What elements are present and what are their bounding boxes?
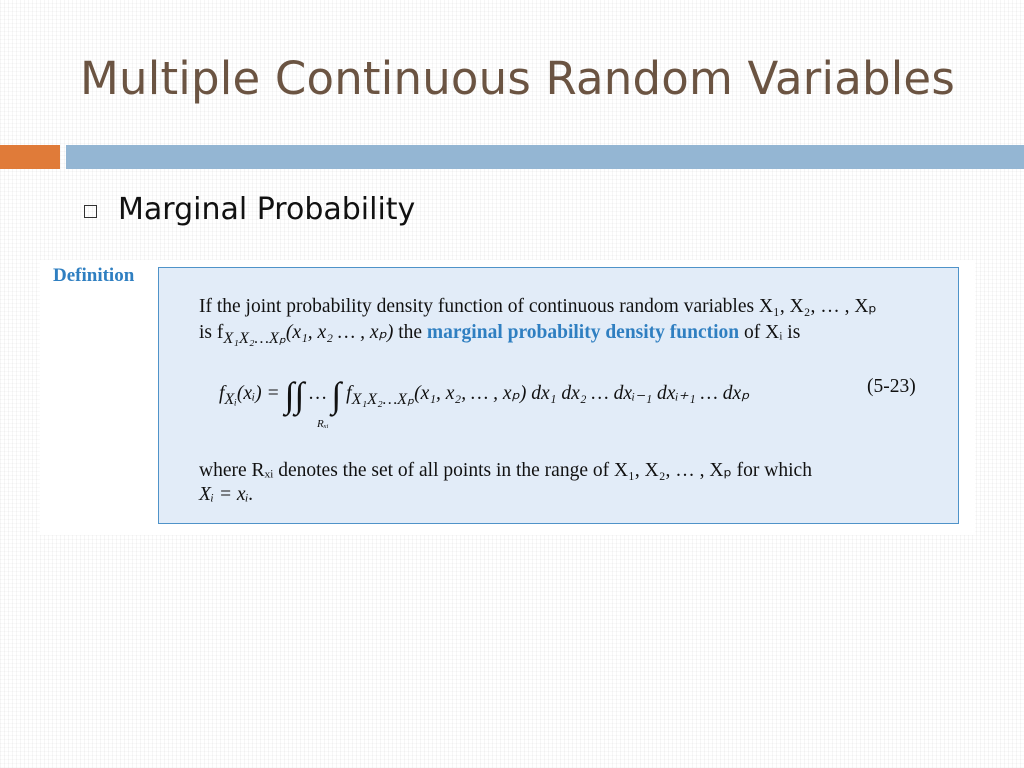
textbook-excerpt — [40, 260, 975, 535]
line2-args: (x₁, x₂ … , xₚ) — [285, 322, 394, 343]
integral-sign-2: ∫ — [294, 375, 305, 415]
accent-bar-blue — [66, 145, 1024, 169]
accent-bar-orange — [0, 145, 60, 169]
line2-prefix: is f — [199, 322, 224, 343]
eq-dots: … — [309, 383, 327, 404]
bullet-text: Marginal Probability — [118, 192, 416, 227]
eq-integrand: f — [346, 383, 352, 404]
integration-region: Rₓᵢ — [317, 418, 329, 430]
eq-lhs-sub: Xᵢ — [224, 389, 237, 408]
line2-suffix: of Xᵢ is — [744, 322, 801, 343]
slide-title: Multiple Continuous Random Variables — [80, 52, 955, 105]
definition-line-1: If the joint probability density function of continuous random variables X₁, X₂, … , Xₚ — [199, 296, 877, 317]
where-line-1: where Rₓᵢ denotes the set of all points in the range of X₁, X₂, … , Xₚ for which — [199, 460, 812, 481]
eq-lhs: f — [219, 383, 225, 404]
line2-the: the — [398, 322, 423, 343]
square-bullet-icon — [84, 205, 97, 218]
eq-integrand-sub: X₁X₂…Xₚ — [351, 389, 415, 408]
where-line-2: Xᵢ = xᵢ. — [199, 484, 254, 505]
marginal-pdf-equation — [219, 374, 749, 416]
definition-label: Definition — [53, 265, 135, 286]
definition-line-2 — [199, 320, 800, 348]
eq-lhs-arg: (xᵢ) = — [236, 383, 280, 404]
bullet-item — [84, 192, 415, 227]
line2-subscript: X₁X₂…Xₚ — [223, 328, 286, 347]
integral-sign-1: ∫ — [284, 375, 295, 415]
highlight-term: marginal probability density function — [426, 322, 740, 343]
definition-box — [158, 267, 959, 524]
integral-sign-3: ∫ — [331, 375, 342, 415]
eq-rhs: (x₁, x₂, … , xₚ) dx₁ dx₂ … dxᵢ₋₁ dxᵢ₊₁ … dxₚ — [414, 383, 750, 404]
equation-number: (5-23) — [867, 376, 916, 397]
